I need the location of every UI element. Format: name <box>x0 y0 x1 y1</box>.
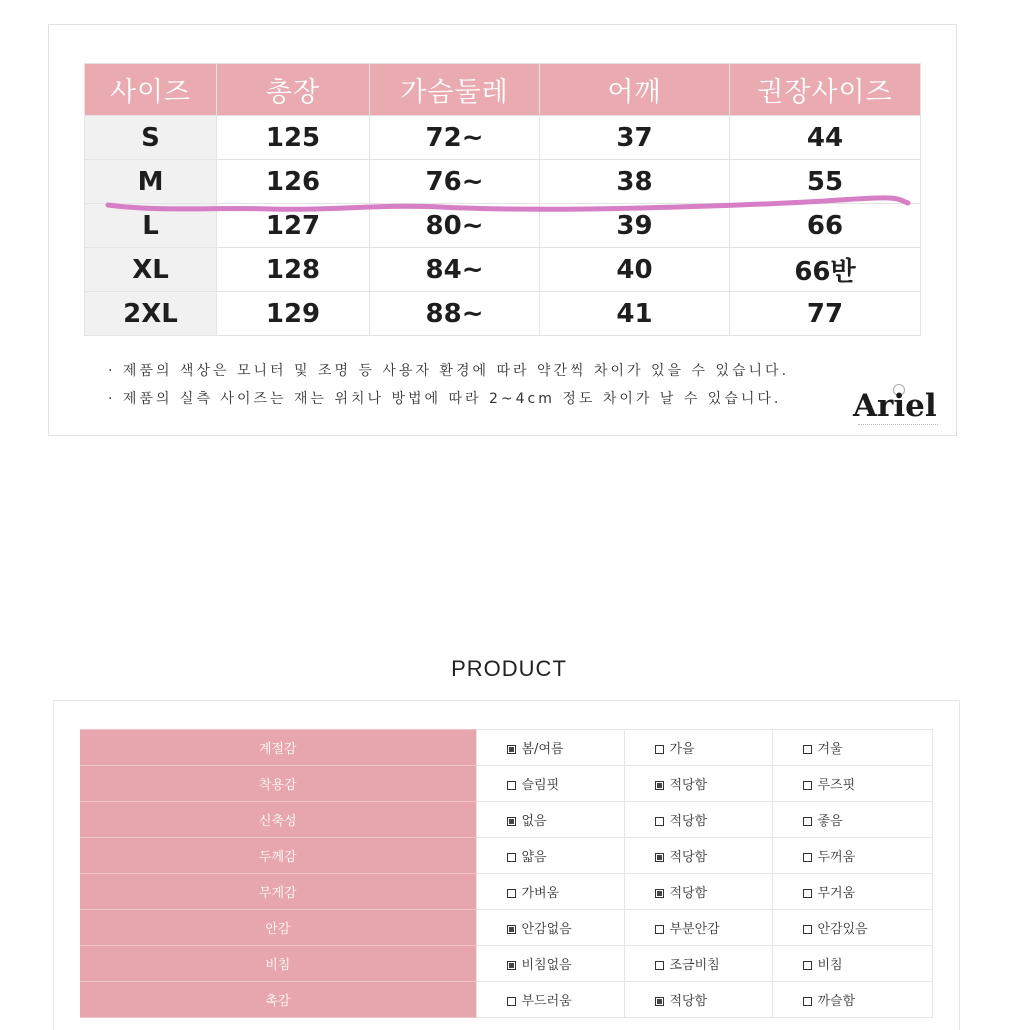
option-label: 적당함 <box>669 886 708 901</box>
option-label: 얇음 <box>521 850 547 865</box>
checked-box-icon <box>655 889 664 898</box>
option-label: 적당함 <box>669 814 708 829</box>
attribute-option <box>772 874 932 910</box>
length-cell: 125 <box>217 116 370 160</box>
unchecked-box-icon <box>803 997 812 1006</box>
attribute-option <box>772 982 932 1018</box>
size-cell: M <box>85 160 217 204</box>
header-chest: 가슴둘레 <box>370 64 540 116</box>
unchecked-box-icon <box>803 925 812 934</box>
size-row-xl <box>85 248 921 292</box>
brand-divider <box>858 424 938 427</box>
checked-box-icon <box>655 997 664 1006</box>
shoulder-cell: 37 <box>540 116 730 160</box>
chest-cell: 76~ <box>370 160 540 204</box>
option-label: 두꺼움 <box>817 850 856 865</box>
size-chart-table <box>84 63 921 336</box>
checked-box-icon <box>655 853 664 862</box>
unchecked-box-icon <box>803 889 812 898</box>
header-total-length: 총장 <box>217 64 370 116</box>
length-cell: 129 <box>217 292 370 336</box>
attribute-option <box>772 838 932 874</box>
checked-box-icon <box>507 961 516 970</box>
shoulder-cell: 38 <box>540 160 730 204</box>
unchecked-box-icon <box>803 745 812 754</box>
attribute-option <box>476 802 624 838</box>
attribute-option <box>624 946 772 982</box>
option-label: 봄/여름 <box>521 742 564 757</box>
shoulder-cell: 39 <box>540 204 730 248</box>
chest-cell: 72~ <box>370 116 540 160</box>
recommended-cell: 55 <box>730 160 921 204</box>
option-label: 가벼움 <box>521 886 560 901</box>
note-color: · 제품의 색상은 모니터 및 조명 등 사용자 환경에 따라 약간씩 차이가 있을 수 있습니다. <box>108 363 790 379</box>
unchecked-box-icon <box>803 853 812 862</box>
attribute-option <box>476 730 624 766</box>
attribute-row-stretch <box>80 802 932 838</box>
attribute-label: 촉감 <box>80 982 476 1018</box>
option-label: 좋음 <box>817 814 843 829</box>
checked-box-icon <box>655 781 664 790</box>
attribute-option <box>476 838 624 874</box>
option-label: 조금비침 <box>669 958 720 973</box>
unchecked-box-icon <box>507 781 516 790</box>
header-recommended-size: 권장사이즈 <box>730 64 921 116</box>
attribute-option <box>772 802 932 838</box>
size-row-2xl <box>85 292 921 336</box>
attribute-row-fit <box>80 766 932 802</box>
recommended-cell: 44 <box>730 116 921 160</box>
attribute-option <box>772 766 932 802</box>
attribute-label: 계절감 <box>80 730 476 766</box>
attribute-label: 비침 <box>80 946 476 982</box>
attribute-label: 두께감 <box>80 838 476 874</box>
attribute-option <box>476 874 624 910</box>
attribute-option <box>772 910 932 946</box>
unchecked-box-icon <box>803 781 812 790</box>
option-label: 비침없음 <box>521 958 572 973</box>
attribute-row-weight <box>80 874 932 910</box>
attribute-option <box>624 730 772 766</box>
attribute-option <box>624 874 772 910</box>
option-label: 부분안감 <box>669 922 720 937</box>
unchecked-box-icon <box>655 745 664 754</box>
header-shoulder: 어깨 <box>540 64 730 116</box>
unchecked-box-icon <box>803 961 812 970</box>
size-cell: L <box>85 204 217 248</box>
option-label: 없음 <box>521 814 547 829</box>
recommended-cell: 66 <box>730 204 921 248</box>
chest-cell: 80~ <box>370 204 540 248</box>
unchecked-box-icon <box>507 853 516 862</box>
size-row-l <box>85 204 921 248</box>
attribute-label: 착용감 <box>80 766 476 802</box>
size-table-header-row <box>85 64 921 116</box>
attribute-row-thickness <box>80 838 932 874</box>
size-cell: 2XL <box>85 292 217 336</box>
length-cell: 126 <box>217 160 370 204</box>
attribute-option <box>476 910 624 946</box>
option-label: 가을 <box>669 742 695 757</box>
chest-cell: 84~ <box>370 248 540 292</box>
unchecked-box-icon <box>655 817 664 826</box>
attribute-option <box>624 910 772 946</box>
chest-cell: 88~ <box>370 292 540 336</box>
header-size: 사이즈 <box>85 64 217 116</box>
unchecked-box-icon <box>803 817 812 826</box>
attribute-row-sheer <box>80 946 932 982</box>
checked-box-icon <box>507 925 516 934</box>
length-cell: 128 <box>217 248 370 292</box>
checked-box-icon <box>507 817 516 826</box>
unchecked-box-icon <box>655 961 664 970</box>
option-label: 겨울 <box>817 742 843 757</box>
attribute-row-season <box>80 730 932 766</box>
option-label: 까슬함 <box>817 994 856 1009</box>
option-label: 적당함 <box>669 994 708 1009</box>
brand-logo: Ariel <box>853 388 937 424</box>
option-label: 안감있음 <box>817 922 868 937</box>
unchecked-box-icon <box>507 889 516 898</box>
attribute-label: 안감 <box>80 910 476 946</box>
shoulder-cell: 41 <box>540 292 730 336</box>
attribute-option <box>624 838 772 874</box>
attribute-option <box>772 946 932 982</box>
recommended-cell: 66반 <box>730 248 921 292</box>
option-label: 비침 <box>817 958 843 973</box>
attribute-option <box>476 946 624 982</box>
size-cell: XL <box>85 248 217 292</box>
size-row-s <box>85 116 921 160</box>
unchecked-box-icon <box>655 925 664 934</box>
attribute-option <box>624 982 772 1018</box>
length-cell: 127 <box>217 204 370 248</box>
attribute-option <box>476 766 624 802</box>
option-label: 부드러움 <box>521 994 572 1009</box>
size-row-m <box>85 160 921 204</box>
option-label: 적당함 <box>669 850 708 865</box>
size-cell: S <box>85 116 217 160</box>
attribute-label: 무게감 <box>80 874 476 910</box>
attribute-option <box>624 802 772 838</box>
attribute-row-texture <box>80 982 932 1018</box>
attribute-option <box>624 766 772 802</box>
option-label: 무거움 <box>817 886 856 901</box>
option-label: 안감없음 <box>521 922 572 937</box>
checked-box-icon <box>507 745 516 754</box>
option-label: 적당함 <box>669 778 708 793</box>
shoulder-cell: 40 <box>540 248 730 292</box>
recommended-cell: 77 <box>730 292 921 336</box>
size-notes <box>108 357 789 413</box>
attribute-row-lining <box>80 910 932 946</box>
option-label: 루즈핏 <box>817 778 856 793</box>
product-title: PRODUCT <box>451 656 567 681</box>
unchecked-box-icon <box>507 997 516 1006</box>
note-measurement: · 제품의 실측 사이즈는 재는 위치나 방법에 따라 2~4cm 정도 차이가 날 수 있습니다. <box>108 391 782 407</box>
attribute-option <box>772 730 932 766</box>
product-attributes-table <box>80 729 933 1018</box>
attribute-label: 신축성 <box>80 802 476 838</box>
attribute-option <box>476 982 624 1018</box>
option-label: 슬림핏 <box>521 778 560 793</box>
